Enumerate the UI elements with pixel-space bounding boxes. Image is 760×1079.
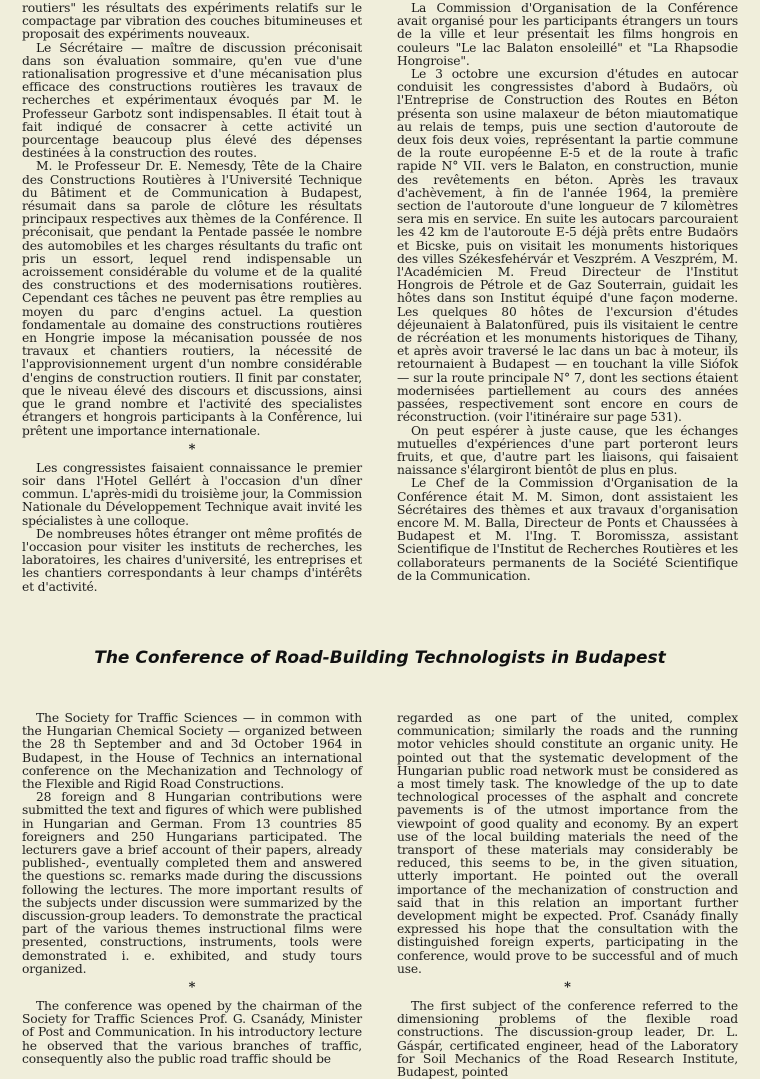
paragraph: The first subject of the conference referred to the dimensioning problems of the flexible road constructions. The discussion-group leader, Dr. L. Gáspár, certificated engineer, head of the Laboratory for Soil Mechanics of the Road Research Institute, Budapest, pointed: [397, 999, 738, 1079]
paragraph: Le 3 octobre une excursion d'études en autocar conduisit les congressistes d'abord à Budaörs, où l'Entreprise de Construction des Routes en Béton présenta son usine malaxeur de béton miautomatique au relais de temps, puis une section d'autoroute de deux fois deux voies, représentant la partie commune de la route européenne E-5 et de la route à trafic rapide N° VII. vers le Balaton, en construction, munie des revêtements en béton. Après les travaux d'achèvement, à fin de l'année 1964, la première section de l'autoroute d'une longueur de 7 kilomètres sera mis en service. En suite les autocars parcouraient les 42 km de l'autoroute E-5 déjà prêts entre Budaörs et Bicske, puis on visitait les monuments historiques des villes Székesfehérvár et Veszprém. A Veszprém, M. l'Académicien M. Freud Directeur de l'Institut Hongrois de Pétrole et de Gaz Souterrain, guidait les hôtes dans son Institut équipé d'une façon moderne. Les quelques 80 hôtes de l'excursion d'études déjeunaient à Balatonfüred, puis ils visitaient le centre de récréation et les monuments historiques de Tihany, et après avoir traversé le lac dans un bac à moteur, ils retournaient à Budapest — en touchant la ville Siófok — sur la route principale N° 7, dont les sections étaient modernisées partiellement au cours des années passées, respectivement sont encore en cours de réconstruction. (voir l'itinéraire sur page 531).: [397, 67, 738, 425]
french-column-left: [22, 2, 362, 594]
paragraph: 28 foreign and 8 Hungarian contributions were submitted the text and figures of which were published in Hungarian and German. From 13 countries 85 foreigners and 250 Hungarians participated. The lecturers gave a brief account of their papers, already published-, eventually completed them and answered the questions sc. remarks made during the discussions following the lectures. The more important results of the subjects under discussion were summarized by the discussion-group leaders. To demonstrate the practical part of the various themes instructional films were presented, constructions, instruments, tools were demonstrated i. e. exhibited, and study tours organized.: [22, 790, 362, 976]
paragraph: On peut espérer à juste cause, que les échanges mutuelles d'expériences d'une part porteront leurs fruits, et que, d'autre part les liaisons, qui faisaient naissance s'élargiront bientôt de plus en plus.: [397, 423, 738, 478]
paragraph: Les congressistes faisaient connaissance le premier soir dans l'Hotel Gellért à l'occasion d'un dîner commun. L'après-midi du troisième jour, la Commission Nationale du Développement Technique avait invité les spécialistes à une colloque.: [22, 460, 362, 528]
english-column-right: [397, 712, 738, 1079]
french-column-right: [397, 2, 738, 583]
paragraph: The Society for Traffic Sciences — in common with the Hungarian Chemical Society — organized between the 28 th September and and 3d October 1964 in Budapest, in the House of Technics an international conference on the Mechanization and Technology of the Flexible and Rigid Road Constructions.: [22, 711, 362, 792]
section-separator: *: [564, 980, 571, 996]
paragraph: Le Chef de la Commission d'Organisation de la Conférence était M. M. Simon, dont assistaient les Sécrétaires des thèmes et aux travaux d'organisation encore M. M. Balla, Directeur de Ponts et Chaussées à Budapest et M. l'Ing. T. Boromissza, assistant Scientifique de l'Institut de Recherches Routières et les collaborateurs permanents de la Société Scientifique de la Communication.: [397, 476, 738, 583]
paragraph: regarded as one part of the united, complex communication; similarly the roads and the running motor vehicles should constitute an organic unity. He pointed out that the systematic development of the Hungarian public road network must be considered as a most timely task. The knowledge of the up to date technological processes of the asphalt and concrete pavements is of the utmost importance from the viewpoint of good quality and economy. By an expert use of the local building materials the need of the transport of these materials may considerably be reduced, this seems to be, in the given situation, utterly important. He pointed out the overall importance of the mechanization of construction and said that in this relation an important further development might be expected. Prof. Csanády finally expressed his hope that the consultation with the distinguished foreign experts, participating in the conference, would prove to be successful and of much use.: [397, 711, 738, 976]
article-title: The Conference of Road-Building Technologists in Budapest: [94, 648, 666, 668]
paragraph: Le Sécrétaire — maître de discussion préconisait dans son évaluation sommaire, qu'en vue d'une rationalisation progressive et d'une mécanisation plus efficace des constructions routières les travaux de recherches et expérimentaux évoqués par M. le Professeur Garbotz sont indispensables. Il était tout à fait indiqué de consacrer à cette activité un pourcentage beaucoup plus élevé des dépenses destinées à la construction des routes.: [22, 40, 362, 161]
paragraph: routiers" les résultats des expériments relatifs sur le compactage par vibration des couches bitumineuses et proposait des expériments nouveaux.: [22, 1, 362, 42]
section-separator: *: [188, 980, 196, 996]
section-separator: *: [188, 441, 196, 457]
paragraph: The conference was opened by the chairman of the Society for Traffic Sciences Prof. G. Csanády, Minister of Post and Communication. In his introductory lecture he observed that the various branches of traffic, consequently also the public road traffic should be: [22, 999, 362, 1066]
english-column-left: [22, 712, 362, 1066]
paragraph: De nombreuses hôtes étranger ont même profités de l'occasion pour visiter les instituts de recherches, les laboratoires, les chaires d'université, les entreprises et les chantiers correspondants à leur champs d'intérêts et d'activité.: [22, 526, 362, 594]
paragraph: La Commission d'Organisation de la Conférence avait organisé pour les participants étrangers un tours de la ville et leur présentait les films hongrois en couleurs "Le lac Balaton ensoleillé" et "La Rhapsodie Hongroise".: [397, 1, 738, 68]
paragraph: M. le Professeur Dr. E. Nemesdy, Tête de la Chaire des Constructions Routières à l'Université Technique du Bâtiment et de Communication à Budapest, résumait dans sa parole de clôture les résultats principaux respectives aux thèmes de la Conférence. Il préconisait, que pendant la Pentade passée le nombre des automobiles et les charges résultants du trafic ont pris un essort, lequel rend indispensable un acroissement considérable du volume et de la qualité des constructions et des modernisations routières. Cependant ces tâches ne peuvent pas être remplies au moyen du parc d'engins actuel. La question fondamentale au domaine des constructions routières en Hongrie impose la mécanisation poussée de nos travaux et chantiers routiers, la nécessité de l'approvisionnement urgent d'un nombre considérable d'engins de construction routiers. Il finit par constater, que le niveau élevé des discours et discussions, ainsi que le grand nombre et l'activité des specialistes étrangers et hongrois participants à la Conférence, lui prêtent une importance internationale.: [22, 159, 362, 438]
